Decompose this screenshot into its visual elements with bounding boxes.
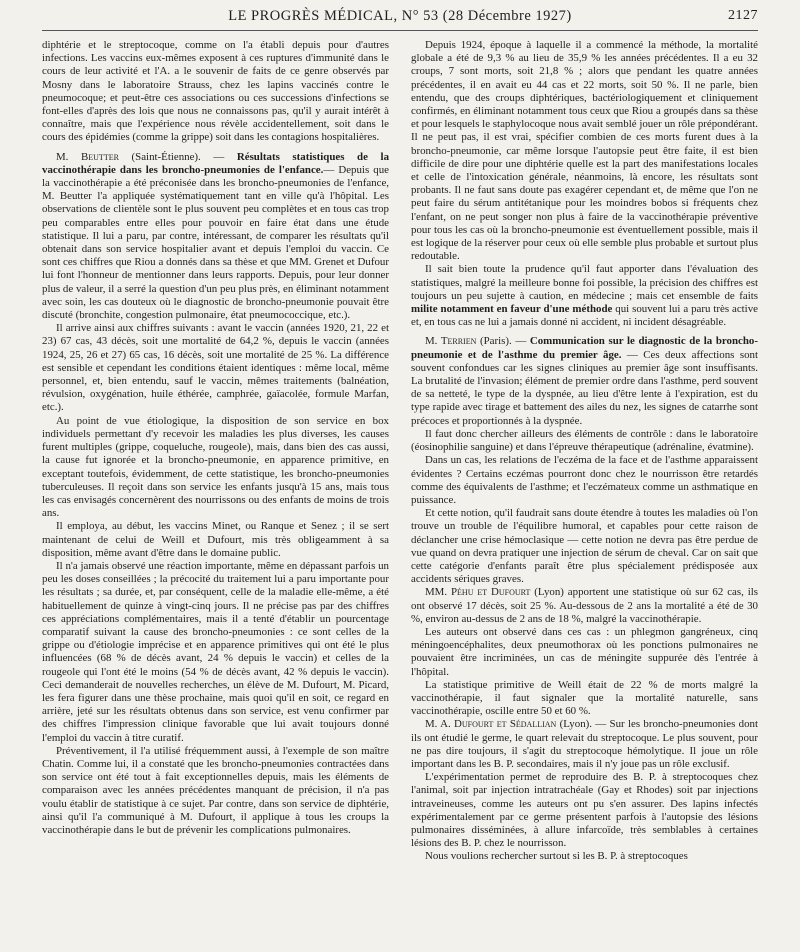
author-name: MM. Péhu et Dufourt (425, 586, 531, 599)
paragraph: Et cette notion, qu'il faudrait sans doute étendre à toutes les maladies où l'on trouve un trouble de l'équilibre humoral, et capables pour cette raison de déclancher une crise hémoclasique — cette notion ne devra pas être perdue de vue quand on devra pratiquer une injection de sérum de cheval. Car on sait que cette catégorie d'enfants paraît être plus spécialement prédisposée aux accidents sériques graves. (411, 507, 758, 586)
paragraph: Il faut donc chercher ailleurs des éléments de contrôle : dans le laboratoire (éosinophilie sanguine) et dans l'épreuve thérapeutique (adrénaline, évatmine). (411, 427, 758, 454)
section-beutter (42, 151, 389, 323)
author-place: (Saint-Étienne). — (118, 150, 237, 163)
paragraph: Préventivement, il l'a utilisé fréquemment aussi, à l'exemple de son maître Chatin. Comme lui, il a constaté que les broncho-pneumonies contractées dans son service ont été tout à fait exceptionnelles depuis, mais les éléments de comparaison avec les années précédentes manquant de précision, il n'a pas voulu établir de statistique à ce sujet. Par contre, dans son service de diphtérie, ainsi qu'il l'a communiqué à M. Dufourt, il applique à tous les croups la vaccinothérapie dans le but de prévenir les complications pulmonaires. (42, 744, 389, 836)
paragraph-part: qui souvent lui a paru très active et, en tous cas ne lui a jamais donné ni accident, ni incident désagréable. (411, 303, 758, 329)
communication-title: Communication sur le diagnostic de la broncho-pneumonie et de l'asthme du premier âge. (411, 335, 758, 361)
right-column (411, 39, 758, 864)
section-terrien (411, 335, 758, 427)
emphasis: milite notamment en faveur d'une méthode (411, 303, 613, 316)
paragraph (411, 586, 758, 626)
paragraph (411, 718, 758, 771)
paragraph (411, 263, 758, 329)
paragraph-part: Il sait bien toute la prudence qu'il faut apporter dans l'évaluation des statistiques, malgré la meilleure bonne foi possible, la précision des chiffres est toujours un peu sujette à caution, en médecine ; mais cet ensemble de faits (411, 263, 758, 302)
author-name: M. Terrien (425, 335, 477, 348)
running-header (42, 8, 758, 31)
paragraph: La statistique primitive de Weill était de 22 % de morts malgré la vaccinothérapie, il faut signaler que la mortalité naturelle, sans vaccinothérapie, oscille entre 50 et 60 %. (411, 678, 758, 718)
paragraph: — Ces deux affections sont souvent confondues car les signes cliniques au premier âge sont insuffisants. La brutalité de l'invasion; élément de premier ordre dans l'asthme, perd souvent de sa netteté, le type de la dyspnée, au lieu d'être lente à l'expiration, est du type rapide avec tirage et battement des ailes du nez, les signes de catarrhe sont précoces et proportionnés à la dyspnée. (411, 348, 759, 427)
paragraph: Les auteurs ont observé dans ces cas : un phlegmon gangréneux, cinq méningoencéphalites, deux pneumothorax où les ponctions pulmonaires ne pouvaient être incriminées, un cas de méningite suppurée dès l'entrée à l'hôpital. (411, 625, 758, 678)
paragraph: — Depuis que la vaccinothérapie a été préconisée dans les broncho-pneumonies de l'enfance, M. Beutter l'a appliquée systématiquement tant en ville qu'à l'hôpital. Les observations de clientèle sont le plus souvent peu complètes et en tous cas trop peu comparables entre elles pour pouvoir en faire état dans une étude statistique. Il lui a paru, par contre, intéressant, de comparer les résultats qu'il obtenait dans son service hospitalier avant et depuis l'emploi du vaccin. Ce sont ces chiffres que Riou a donnés dans sa thèse et que MM. Grenet et Dufour lui font l'honneur de mentionner dans leurs rapports. Depuis, pour leur donner plus de valeur, il a serré la question d'un peu plus près, en éliminant notamment avec soin, les cas douteux où le diagnostic de broncho-pneumonie pouvait être discuté (bronchite, congestion pulmonaire, état pneumococcique, etc.). (42, 163, 389, 322)
paragraph: Il arrive ainsi aux chiffres suivants : avant le vaccin (années 1920, 21, 22 et 23) 67 cas, 43 décès, soit une mortalité de 64,2 %, depuis le vaccin (années 1924, 25, 26 et 27) 65 cas, 16 décès, soit une mortalité de 25 %. La différence est sensible et cependant les conditions étaient identiques : même local, même personnel, et, bien entendu, sauf le vaccin, mêmes traitements (balnéation, révulsion, oxygénation, huile éthérée, camphrée, gaïacolée, formule Marfan, etc.). (42, 322, 389, 414)
paragraph: Dans un cas, les relations de l'eczéma de la face et de l'asthme apparaissent évidentes ? Certains eczémas pourront donc chez le nourrisson être retardés comme des équivalents de l'asthme; et l'eczémateux comme un asthmatique en puissance. (411, 454, 758, 506)
journal-title: LE PROGRÈS MÉDICAL, N° 53 (28 Décembre 1927) (228, 8, 572, 24)
left-column (42, 39, 389, 864)
paragraph-part: (Lyon) apportent une statistique où sur 62 cas, ils ont observé 17 décès, soit 25 %. Au-dessous de 2 ans la mortalité a été de 30 %, environ au-dessus de 2 ans de 18 %, malgré la vaccinothérapie. (411, 586, 759, 625)
paragraph: Depuis 1924, époque à laquelle il a commencé la méthode, la mortalité globale a été de 9,3 % au lieu de 35,9 % les années précédentes. Il a eu 32 croups, 7 sont morts, soit 21,8 % ; alors que pendant les quatre années précédentes, il en avait eu 44 cas et 22 morts, soit 50 %. Il ne parle, bien entendu, que des croups diphtériques, bactériologiquement et cliniquement confirmés, en éliminant notamment tous ceux que Riou a groupés dans sa thèse et pour lesquels le staphylocoque nous avait semblé jouer un rôle prépondérant. Il ne peut pas, il est vrai, spécifier combien de ces morts furent dues à la broncho-pneumonie, car même lorsque l'autopsie peut être faite, il est bien difficile de dire pour une diphtérie quelle est la part des manifestations locales et celle de l'intoxication générale, néanmoins, là encore, les résultats sont probants. Il ne faut sans doute pas exagérer cependant et, de même que l'on ne peut faire du sérum antitétanique pour les moindres bobos si fréquents chez l'enfant, on ne peut songer non plus à faire de la vaccinothérapie préventive pour tous les cas où la broncho-pneumonie est éventuellement possible, mais il est logique de la réserver pour ceux où elle semble plus probable et surtout plus redoutable. (411, 39, 758, 263)
page-number: 2127 (728, 8, 758, 23)
author-name: M. Beutter (56, 150, 119, 163)
author-name: M. A. Dufourt et Sédallian (425, 718, 557, 731)
paragraph: Au point de vue étiologique, la disposition de son service en box individuels permettant d'y recevoir les maladies les plus diverses, les causes furent multiples (grippe, coqueluche, rougeole), mais, dans bien des cas aussi, la cause fut ignorée et la broncho-pneumonie, en apparence primitive, en exceptant toutefois, évidemment, de cette statistique, les broncho-pneumonies tuberculeuses. Il reçoit dans son service les enfants jusqu'à 15 ans, mais tous les cas envisagés concernèrent des nourrissons ou des enfants de moins de trois ans. (42, 414, 389, 520)
communication-title: Résultats statistiques de la vaccinothérapie dans les broncho-pneumonies de l'enfance. (42, 150, 390, 176)
paragraph: Il employa, au début, les vaccins Minet, ou Ranque et Senez ; il se sert maintenant de celui de Weill et Dufourt, mis très obligeamment à sa disposition, même avant d'être dans le domaine public. (42, 520, 389, 559)
paragraph-part: (Lyon). — Sur les broncho-pneumonies dont ils ont étudié le germe, le quart relevait du streptocoque. Le plus souvent, pour ne pas dire toujours, il s'agit du streptocoque hémolytique. Il joue un rôle important dans les B. P. secondaires, mais il n'y joue pas un rôle exclusif. (411, 718, 758, 770)
paragraph: Nous voulions rechercher surtout si les B. P. à streptocoques (425, 850, 688, 863)
paragraph: L'expérimentation permet de reproduire des B. P. à streptocoques chez l'animal, soit par injection intratrachéale (Gay et Rhodes) soit par injections intraveineuses, comme les auteurs ont pu s'en assurer. Des lapins infectés expérimentalement par ce germe présentent parfois à l'autopsie des lésions pulmonaires disséminées, à allure infarcoïde, très semblables à certaines lésions des B. P. chez le nourrisson. (411, 771, 758, 850)
author-place: (Paris). — (476, 335, 530, 348)
paragraph: diphtérie et le streptocoque, comme on l'a établi depuis pour d'autres infections. Les vaccins eux-mêmes exposent à ces ruptures d'immunité dans le cours de leur activité et l'A. a le souvenir de faits de ce genre observés par Mosny dans le laboratoire Strauss, chez les lapins vaccinés contre le pneumocoque; et peut-être ces associations ou ces successions d'infections se font-elles d'après des lois que nous ne connaissons pas, qu'il y aurait intérêt à connaître, mais que l'expérience nous révèle accidentellement, soit dans le cours des épidémies (comme la grippe) soit dans les contagions hospitalières. (42, 39, 389, 144)
paragraph: Il n'a jamais observé une réaction importante, même en dépassant parfois un peu les doses conseillées ; la précocité du traitement lui a paru importante pour les résultats ; sa durée, et, par conséquent, celle de la maladie elle-même, a été habituellement de quinze à vingt-cinq jours. Il ne précise pas par des chiffres ces appréciations complémentaires, mais il a tenté d'établir un pourcentage comparatif suivant la cause des broncho-pneumonies : ce sont celles de la grippe ou d'étiologie imprécise et en apparence primitives qui ont été le plus influencées (68 % de décès avant, 24 % depuis le vaccin) et celles de la rougeole qui l'ont été le moins (54 % de décès avant, 42 % depuis le vaccin). Ceci demanderait de nouvelles recherches, un élève de M. Dufourt, M. Picard, les fera figurer dans une thèse prochaine, mais quoi qu'il en soit, ce regard en arrière, jeté sur les résultats obtenus dans son service, est venu confirmer par des chiffres l'impression clinique favorable que lui avait toujours donné l'emploi du vaccin à titre curatif. (42, 559, 389, 744)
two-column-body (42, 39, 758, 864)
